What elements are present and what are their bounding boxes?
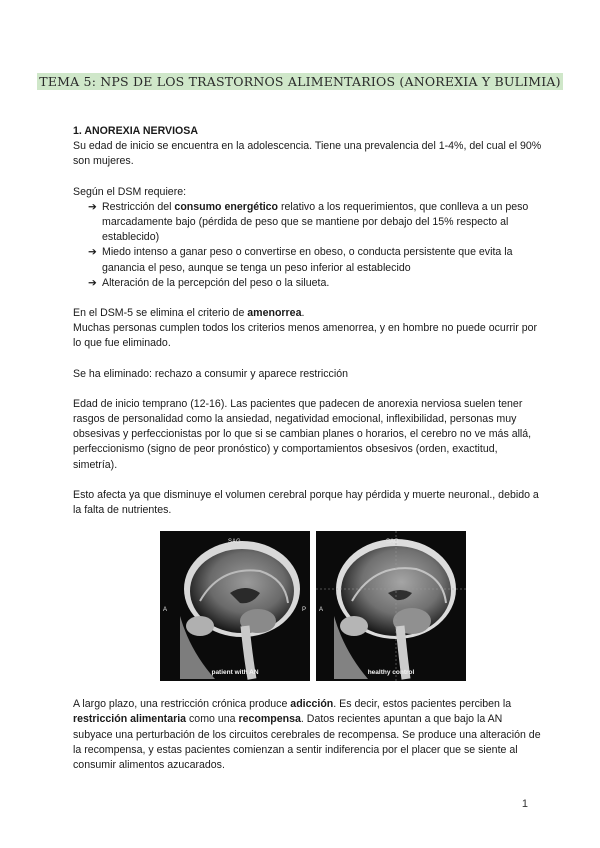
lt-bold: recompensa xyxy=(238,713,301,726)
posterior-label: P xyxy=(302,607,307,614)
dsm-criteria-list xyxy=(73,200,543,291)
document-body xyxy=(73,124,543,773)
page-number: 1 xyxy=(521,798,528,810)
arrow-icon: ➔ xyxy=(88,246,97,259)
mri-control-drawing xyxy=(316,531,466,681)
volume-paragraph: Esto afecta ya que disminuye el volumen cerebral porque hay pérdida y muerte neuronal., debido a la falta de nutrientes. xyxy=(73,488,539,517)
criterion-bold: consumo energético xyxy=(174,200,279,213)
title-text: TEMA 5: NPS DE LOS TRASTORNOS ALIMENTARIOS (ANOREXIA Y BULIMIA) xyxy=(39,74,561,89)
criterion-text: Miedo intenso a ganar peso o convertirse en obeso, o conducta persistente que evita la ganancia el peso, aunque se tenga un peso inferior al establecido xyxy=(102,246,513,274)
document-title xyxy=(0,74,600,89)
lt-text: . Datos recientes apuntan a que bajo la AN subyace una perturbación de los circuitos cerebrales de recompensa. Se produce una alteración de la recompensa, y estas pacientes comienzan a sentir indiferencia por el placer que se siente al consumir alimentos azucarados. xyxy=(73,713,541,772)
lt-text: . Es decir, estos pacientes perciben la xyxy=(333,698,512,711)
criterion-text-end: relativo a los requerimientos, que conlleva a un peso marcadamente bajo (pérdida de peso que se mantiene por debajo del 15% respecto al establecido) xyxy=(102,200,529,244)
eliminated-paragraph: Se ha eliminado: rechazo a consumir y aparece restricción xyxy=(73,367,348,380)
sag-label: SAG xyxy=(228,539,241,546)
dsm5-paragraph-2: Muchas personas cumplen todos los criterios menos amenorrea, y en hombre no puede ocurrir por lo que fue eliminado. xyxy=(73,322,538,350)
dsm5-text: En el DSM-5 se elimina el criterio de xyxy=(73,307,248,320)
dsm5-text-end: . xyxy=(301,307,305,320)
section-heading: 1. ANOREXIA NERVIOSA xyxy=(73,125,198,137)
arrow-icon: ➔ xyxy=(88,276,97,289)
mri-figure xyxy=(73,531,543,681)
arrow-icon: ➔ xyxy=(88,200,97,213)
anterior-label: A xyxy=(163,607,168,614)
mri-patient-image xyxy=(160,531,310,681)
onset-paragraph: Edad de inicio temprano (12-16). Las pacientes que padecen de anorexia nerviosa suelen tener rasgos de personalidad como la ansiedad, negatividad emocional, inflexibilidad, personas muy obsesivas y perfeccionistas por lo que si se cambian planes o horarios, el cerebro no ve más allá, perfeccionismo (signo de peor pronóstico) y comportamientos obsesivos (orden, exactitud, simetría). xyxy=(73,397,532,471)
sag-label: SAG xyxy=(386,539,399,546)
lt-text: como una xyxy=(186,713,239,726)
mri-control-image xyxy=(316,531,466,681)
intro-paragraph: Su edad de inicio se encuentra en la adolescencia. Tiene una prevalencia del 1-4%, del cual el 90% son mujeres. xyxy=(73,140,542,168)
dsm-criterion xyxy=(88,245,543,275)
lt-bold: restricción alimentaria xyxy=(73,713,187,726)
patient-caption: patient with AN xyxy=(211,669,259,677)
dsm5-bold: amenorrea xyxy=(247,307,302,320)
control-caption: healthy control xyxy=(367,669,415,677)
lt-text: A largo plazo, una restricción crónica produce xyxy=(73,698,291,711)
dsm-criterion xyxy=(88,200,543,246)
lt-bold: adicción xyxy=(290,698,334,711)
dsm-criterion xyxy=(88,276,543,291)
anterior-label: A xyxy=(319,607,324,614)
criterion-text: Alteración de la percepción del peso o la silueta. xyxy=(102,276,330,289)
mri-patient-drawing xyxy=(160,531,310,681)
dsm5-paragraph xyxy=(73,306,543,321)
dsm-lead: Según el DSM requiere: xyxy=(73,185,187,198)
longterm-paragraph xyxy=(73,697,543,773)
criterion-text: Restricción del xyxy=(102,200,175,213)
